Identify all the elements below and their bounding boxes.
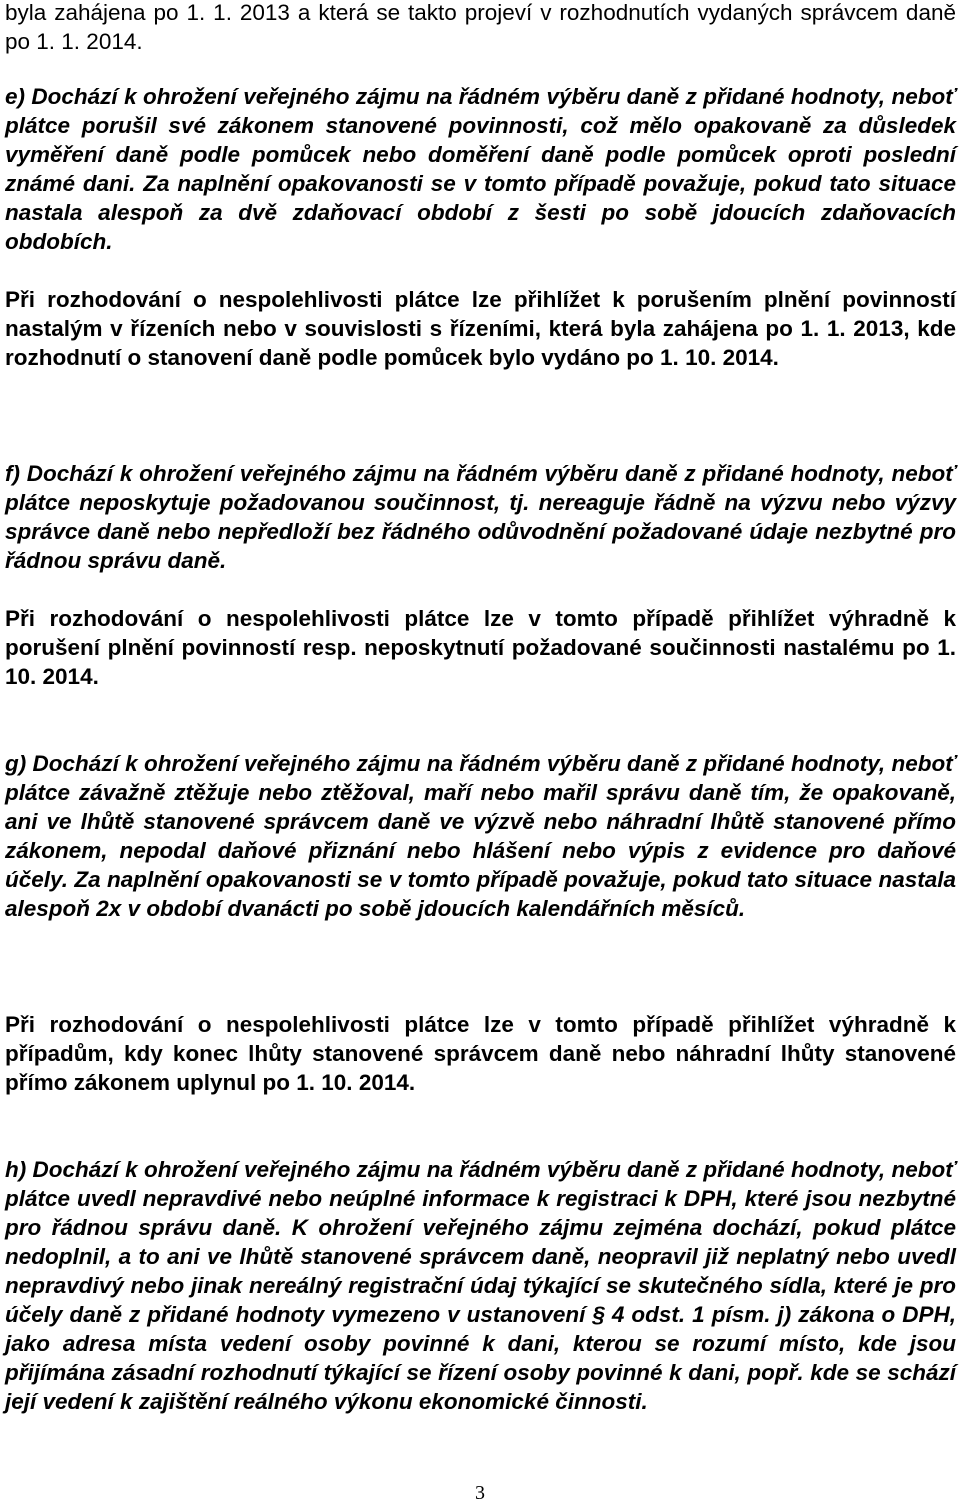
section-e-paragraph: e) Dochází k ohrožení veřejného zájmu na řádném výběru daně z přidané hodnoty, neboť plátce porušil své zákonem stanovené povinnosti, což mělo opakovaně za důsledek vyměření daně podle pomůcek nebo doměření daně podle pomůcek oproti poslední známé dani. Za naplnění opakovanosti se v tomto případě považuje, pokud tato situace nastala alespoň za dvě zdaňovací období z šesti po sobě jdoucích zdaňovacích obdobích.	[5, 84, 956, 254]
section-g-note: Při rozhodování o nespolehlivosti plátce lze v tomto případě přihlížet výhradně k případům, kdy konec lhůty stanovené správcem daně nebo náhradní lhůty stanovené přímo zákonem uplynul po 1. 10. 2014.	[5, 1012, 956, 1095]
section-f-paragraph: f) Dochází k ohrožení veřejného zájmu na řádném výběru daně z přidané hodnoty, neboť plátce neposkytuje požadovanou součinnost, tj. nereaguje řádně na výzvu nebo výzvy správce daně nebo nepředloží bez řádného odůvodnění požadované údaje nezbytné pro řádnou správu daně.	[5, 461, 956, 573]
section-g-paragraph: g) Dochází k ohrožení veřejného zájmu na řádném výběru daně z přidané hodnoty, neboť plátce závažně ztěžuje nebo ztěžoval, maří nebo mařil správu daně tím, že opakovaně, ani ve lhůtě stanovené správcem daně ve výzvě nebo náhradní lhůtě stanovené přímo zákonem, nepodal daňové přiznání nebo hlášení nebo výpis z evidence pro daňové účely. Za naplnění opakovanosti se v tomto případě považuje, pokud tato situace nastala alespoň 2x v období dvanácti po sobě jdoucích kalendářních měsíců.	[5, 751, 956, 921]
section-e-note: Při rozhodování o nespolehlivosti plátce lze přihlížet k porušením plnění povinností nastalým v řízeních nebo v souvislosti s řízeními, která byla zahájena po 1. 1. 2013, kde rozhodnutí o stanovení daně podle pomůcek bylo vydáno po 1. 10. 2014.	[5, 287, 956, 370]
section-h-paragraph: h) Dochází k ohrožení veřejného zájmu na řádném výběru daně z přidané hodnoty, neboť plátce uvedl nepravdivé nebo neúplné informace k registraci k DPH, které jsou nezbytné pro řádnou správu daně. K ohrožení veřejného zájmu zejména dochází, pokud plátce nedoplnil, a to ani ve lhůtě stanovené správcem daně, neopravil již neplatný nebo uvedl nepravdivý nebo jinak nereálný registrační údaj týkající se skutečného sídla, které je pro účely daně z přidané hodnoty vymezeno v ustanovení § 4 odst. 1 písm. j) zákona o DPH, jako adresa místa vedení osoby povinné k dani, kterou se rozumí místo, kde jsou přijímána zásadní rozhodnutí týkající se řízení osoby povinné k dani, popř. kde se schází její vedení k zajištění reálného výkonu ekonomické činnosti.	[5, 1157, 956, 1414]
section-f-note: Při rozhodování o nespolehlivosti plátce lze v tomto případě přihlížet výhradně k porušení plnění povinností resp. neposkytnutí požadované součinnosti nastalému po 1. 10. 2014.	[5, 606, 956, 689]
intro-paragraph: byla zahájena po 1. 1. 2013 a která se takto projeví v rozhodnutích vydaných správcem daně po 1. 1. 2014.	[5, 0, 956, 54]
page-number: 3	[475, 1482, 485, 1504]
